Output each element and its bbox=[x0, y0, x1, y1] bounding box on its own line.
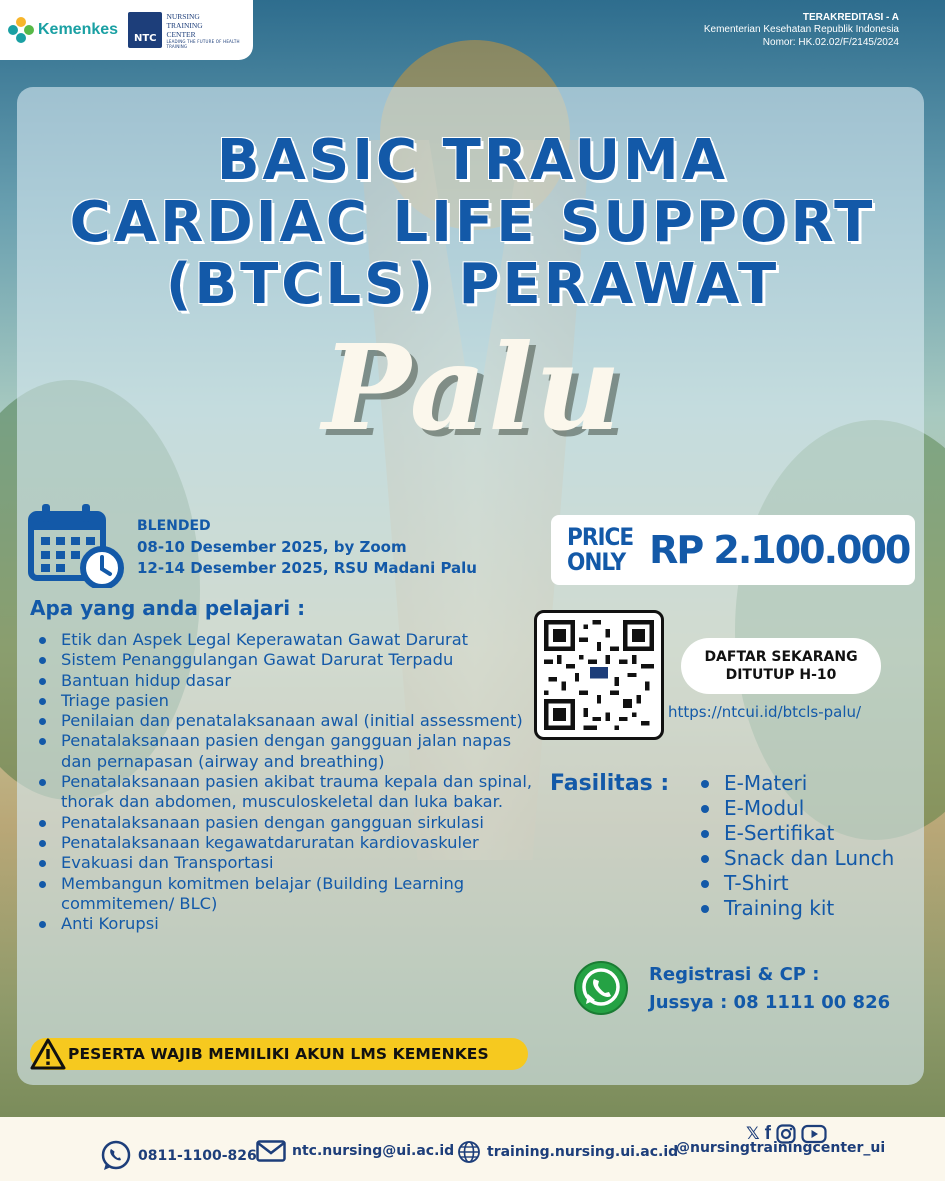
kemenkes-icon bbox=[8, 17, 34, 43]
price-label bbox=[567, 525, 633, 575]
registration-qr-code[interactable] bbox=[534, 610, 664, 740]
ntc-logo bbox=[128, 12, 253, 49]
warning-banner bbox=[30, 1038, 528, 1070]
price-box bbox=[551, 515, 915, 585]
page-title bbox=[0, 130, 945, 316]
globe-icon bbox=[457, 1140, 481, 1164]
whatsapp-icon bbox=[100, 1140, 132, 1172]
kemenkes-logo bbox=[8, 17, 118, 43]
facilities-heading: Fasilitas : bbox=[550, 771, 670, 796]
facility-item: E-Materi bbox=[700, 771, 894, 796]
mail-icon bbox=[256, 1140, 286, 1162]
logo-bar bbox=[0, 0, 253, 60]
footer-email[interactable] bbox=[256, 1140, 454, 1162]
schedule-offline: 12-14 Desember 2025, RSU Madani Palu bbox=[137, 559, 477, 577]
warning-text: PESERTA WAJIB MEMILIKI AKUN LMS KEMENKES bbox=[68, 1045, 489, 1063]
learning-item: Penilaian dan penatalaksanaan awal (initial assessment) bbox=[38, 711, 538, 731]
title-line-1: BASIC TRAUMA bbox=[216, 128, 729, 193]
facility-item: T-Shirt bbox=[700, 871, 894, 896]
contact-person[interactable]: Jussya : 08 1111 00 826 bbox=[649, 992, 891, 1013]
title-line-3: (BTCLS) PERAWAT bbox=[165, 252, 780, 317]
accreditation-status: TERAKREDITASI - A bbox=[802, 12, 899, 23]
accreditation-block bbox=[704, 12, 899, 49]
learning-item: Penatalaksanaan pasien dengan gangguan sirkulasi bbox=[38, 813, 538, 833]
learning-item: Evakuasi dan Transportasi bbox=[38, 853, 538, 873]
kemenkes-label: Kemenkes bbox=[38, 21, 119, 38]
schedule-block bbox=[137, 516, 477, 579]
learning-item: Penatalaksanaan pasien akibat trauma kepala dan spinal, thorak dan abdomen, musculoskeletal dan luka bakar. bbox=[38, 772, 538, 813]
price-value: RP 2.100.000 bbox=[649, 528, 910, 572]
price-label-line-2: ONLY bbox=[567, 548, 626, 576]
city-title: Palu bbox=[322, 318, 623, 457]
accreditation-ministry: Kementerian Kesehatan Republik Indonesia bbox=[703, 24, 899, 35]
x-twitter-icon[interactable]: 𝕏 bbox=[745, 1124, 760, 1144]
facility-item: E-Sertifikat bbox=[700, 821, 894, 846]
calendar-clock-icon bbox=[28, 502, 124, 588]
footer-phone[interactable] bbox=[100, 1140, 257, 1172]
footer-social-handle-text: @nursingtrainingcenter_ui bbox=[676, 1140, 886, 1156]
facility-item: Snack dan Lunch bbox=[700, 846, 894, 871]
footer-phone-text: 0811-1100-826 bbox=[138, 1148, 257, 1164]
learning-heading: Apa yang anda pelajari : bbox=[30, 596, 306, 620]
facility-item: Training kit bbox=[700, 896, 894, 921]
registration-link[interactable]: https://ntcui.id/btcls-palu/ bbox=[668, 703, 862, 721]
ntc-name-1: NURSING bbox=[166, 11, 200, 21]
contact-heading: Registrasi & CP : bbox=[649, 964, 820, 985]
facebook-icon[interactable]: f bbox=[764, 1123, 771, 1144]
ntc-tagline: LEADING THE FUTURE OF HEALTH TRAINING bbox=[166, 38, 240, 49]
schedule-mode: BLENDED bbox=[137, 518, 211, 534]
footer-website[interactable] bbox=[457, 1140, 678, 1164]
learning-item: Membangun komitmen belajar (Building Learning commitemen/ BLC) bbox=[38, 874, 538, 915]
ntc-emblem: NTC bbox=[128, 12, 162, 48]
learning-item: Bantuan hidup dasar bbox=[38, 671, 538, 691]
facilities-list bbox=[700, 771, 894, 921]
price-label-line-1: PRICE bbox=[567, 523, 634, 551]
learning-item: Etik dan Aspek Legal Keperawatan Gawat Darurat bbox=[38, 630, 538, 650]
register-cta-line-2: DITUTUP H-10 bbox=[725, 667, 837, 683]
warning-icon bbox=[30, 1038, 66, 1070]
title-line-2: CARDIAC LIFE SUPPORT bbox=[69, 190, 876, 255]
footer-website-text: training.nursing.ui.ac.id bbox=[487, 1144, 679, 1160]
schedule-online: 08-10 Desember 2025, by Zoom bbox=[137, 538, 407, 556]
learning-item: Anti Korupsi bbox=[38, 914, 538, 934]
footer-social-handle[interactable] bbox=[676, 1140, 885, 1156]
footer-email-text: ntc.nursing@ui.ac.id bbox=[292, 1143, 455, 1159]
learning-item: Penatalaksanaan pasien dengan gangguan jalan napas dan pernapasan (airway and breathing) bbox=[38, 731, 538, 772]
learning-item: Sistem Penanggulangan Gawat Darurat Terpadu bbox=[38, 650, 538, 670]
ntc-name-2: TRAINING bbox=[166, 20, 203, 30]
register-cta-badge[interactable] bbox=[681, 638, 881, 694]
accreditation-number: Nomor: HK.02.02/F/2145/2024 bbox=[762, 37, 899, 48]
register-cta-line-1: DAFTAR SEKARANG bbox=[704, 649, 858, 665]
qr-code-icon bbox=[544, 620, 654, 730]
ntc-name-3: CENTER bbox=[166, 29, 196, 39]
contact-block bbox=[649, 961, 890, 1017]
learning-item: Triage pasien bbox=[38, 691, 538, 711]
learning-list bbox=[38, 630, 538, 934]
whatsapp-icon[interactable] bbox=[573, 960, 629, 1016]
facility-item: E-Modul bbox=[700, 796, 894, 821]
learning-item: Penatalaksanaan kegawatdaruratan kardiovaskuler bbox=[38, 833, 538, 853]
